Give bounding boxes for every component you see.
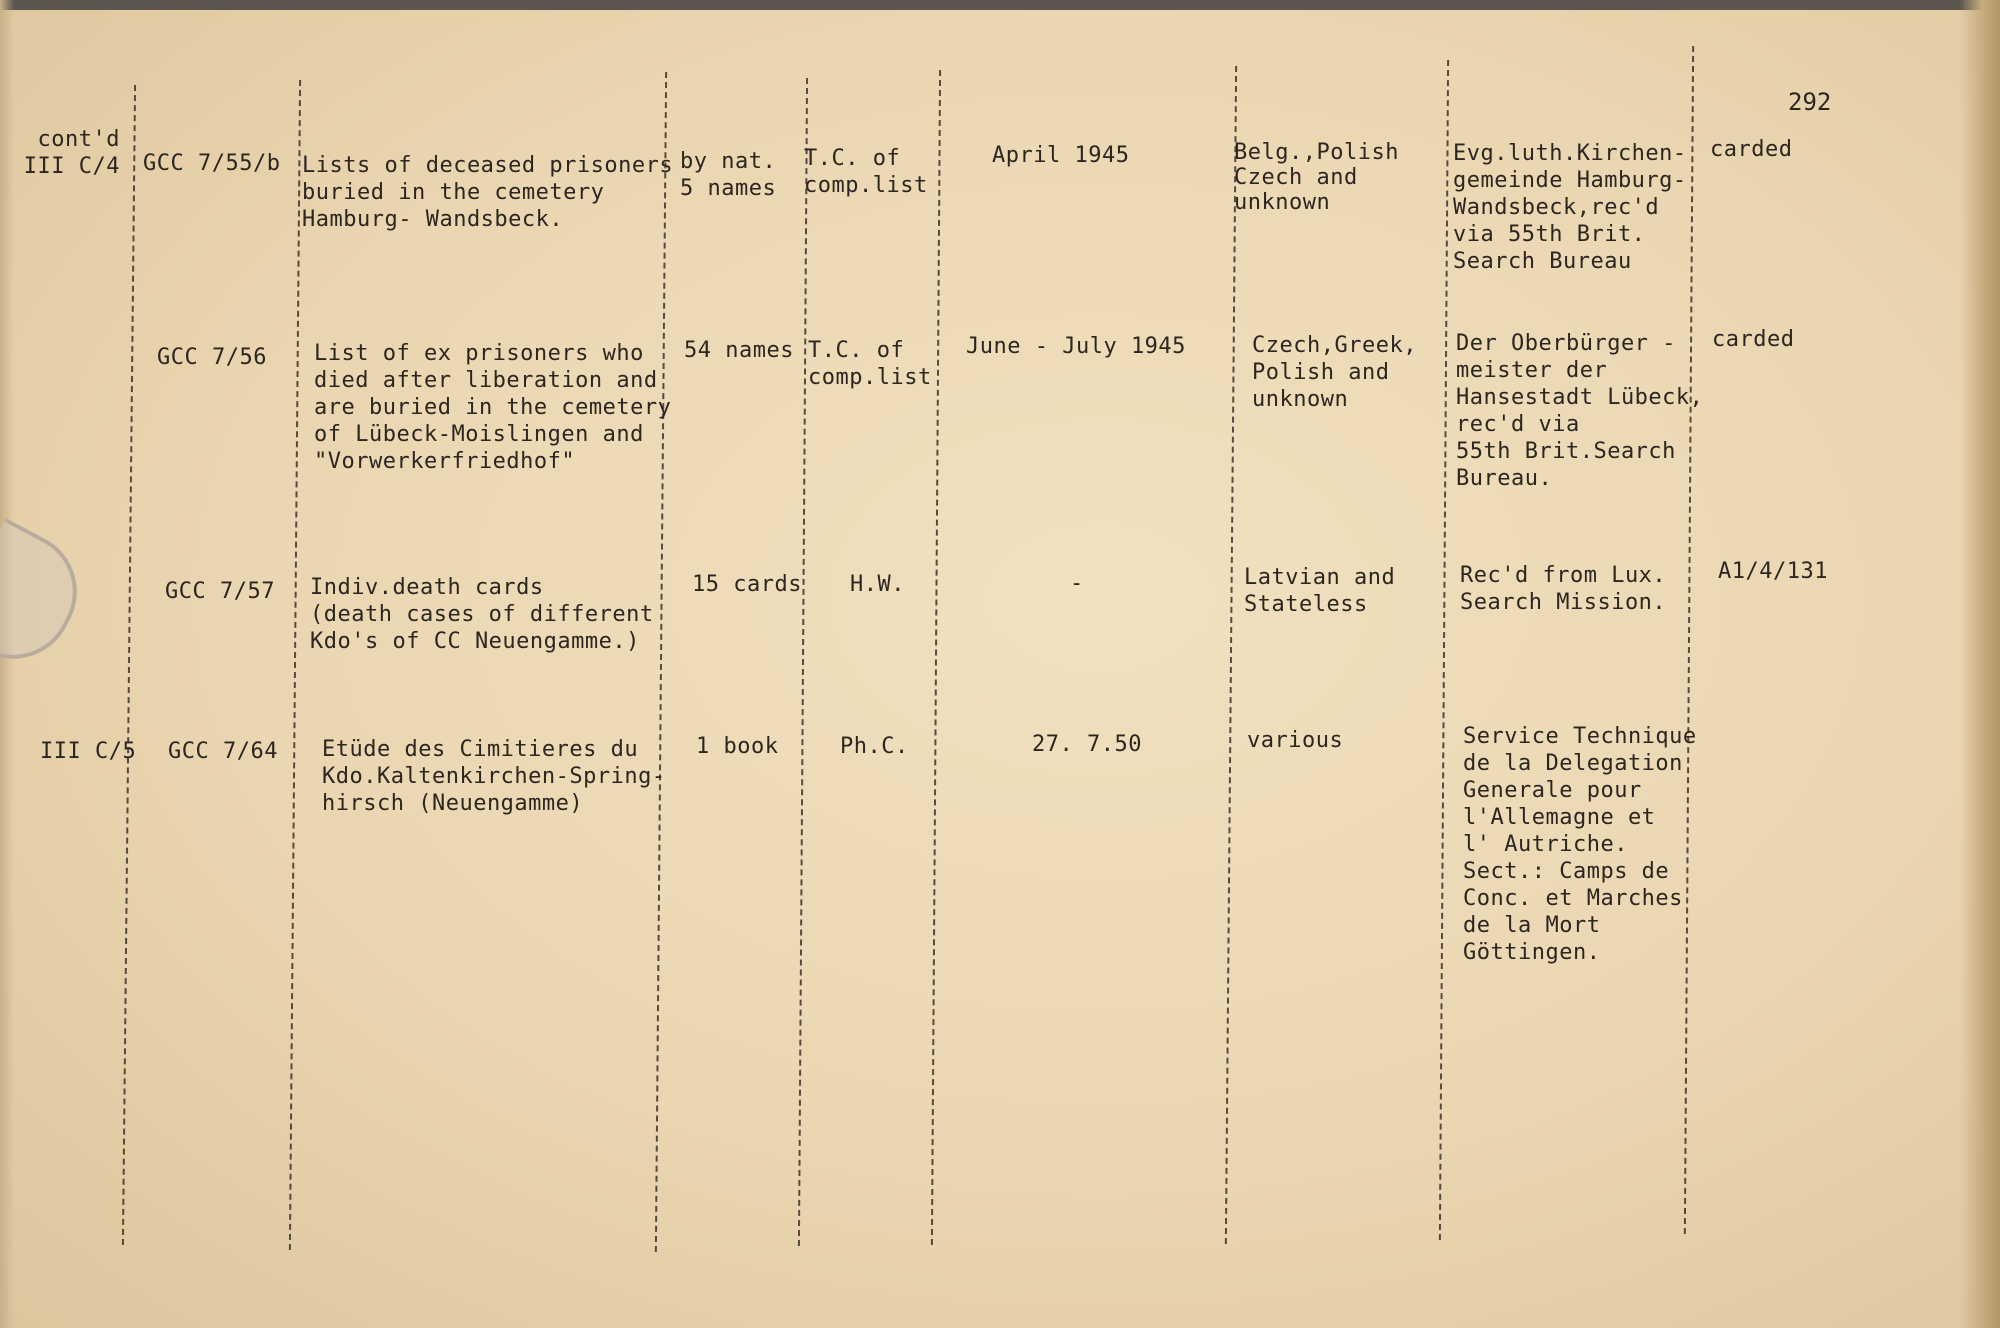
remark-cell: carded <box>1710 137 1793 162</box>
series-cell: cont'd III C/4 <box>23 127 120 179</box>
description-cell: Lists of deceased prisoners buried in the cemetery Hamburg- Wandsbeck. <box>302 153 674 232</box>
column-rule <box>1439 60 1449 1240</box>
source-cell: Evg.luth.Kirchen- gemeinde Hamburg- Wandsbeck,rec'd via 55th Brit. Search Bureau <box>1453 141 1687 274</box>
nationality-cell: Czech,Greek, Polish and unknown <box>1252 333 1417 412</box>
reference-cell: GCC 7/56 <box>157 345 267 370</box>
column-rule <box>798 78 808 1246</box>
reference-cell: GCC 7/57 <box>165 579 275 604</box>
page-number: 292 <box>1788 88 1832 116</box>
description-cell: Etüde des Cimitieres du Kdo.Kaltenkirchen-Spring- hirsch (Neuengamme) <box>322 737 666 816</box>
binder-clip <box>0 518 98 680</box>
date-cell: - <box>1070 571 1084 596</box>
type-cell: T.C. of comp.list <box>804 146 928 198</box>
nationality-cell: Belg.,Polish Czech and unknown <box>1234 140 1399 215</box>
date-cell: June - July 1945 <box>966 334 1186 359</box>
source-cell: Der Oberbürger - meister der Hansestadt Lübeck, rec'd via 55th Brit.Search Bureau. <box>1456 331 1704 491</box>
description-cell: Indiv.death cards (death cases of different Kdo's of CC Neuengamme.) <box>310 575 654 654</box>
remark-cell: A1/4/131 <box>1718 559 1828 584</box>
quantity-cell: by nat. 5 names <box>680 149 777 201</box>
page-left-edge <box>0 0 14 1328</box>
column-rule <box>931 70 941 1245</box>
source-cell: Rec'd from Lux. Search Mission. <box>1460 563 1667 615</box>
quantity-cell: 1 book <box>696 734 779 759</box>
type-cell: H.W. <box>850 572 905 597</box>
page-right-edge <box>1960 0 2000 1328</box>
column-rule <box>1225 66 1237 1244</box>
series-cell: III C/5 <box>40 739 137 764</box>
date-cell: April 1945 <box>992 143 1130 168</box>
source-cell: Service Technique de la Delegation Generale pour l'Allemagne et l' Autriche. Sect.: Camps de Conc. et Marches de la Mort Göttingen. <box>1463 724 1697 965</box>
quantity-cell: 54 names <box>684 338 794 363</box>
type-cell: T.C. of comp.list <box>808 338 932 390</box>
type-cell: Ph.C. <box>840 734 909 759</box>
nationality-cell: Latvian and Stateless <box>1244 565 1396 617</box>
reference-cell: GCC 7/55/b <box>143 151 281 176</box>
description-cell: List of ex prisoners who died after liberation and are buried in the cemetery of Lübeck-Moislingen and "Vorwerkerfriedhof" <box>314 341 672 474</box>
page-top-edge <box>0 0 2000 10</box>
column-rule <box>655 72 667 1252</box>
column-rule <box>289 80 301 1250</box>
quantity-cell: 15 cards <box>692 572 802 597</box>
date-cell: 27. 7.50 <box>1032 732 1142 757</box>
nationality-cell: various <box>1247 728 1344 753</box>
reference-cell: GCC 7/64 <box>168 739 278 764</box>
column-rule <box>122 85 136 1245</box>
remark-cell: carded <box>1712 327 1795 352</box>
